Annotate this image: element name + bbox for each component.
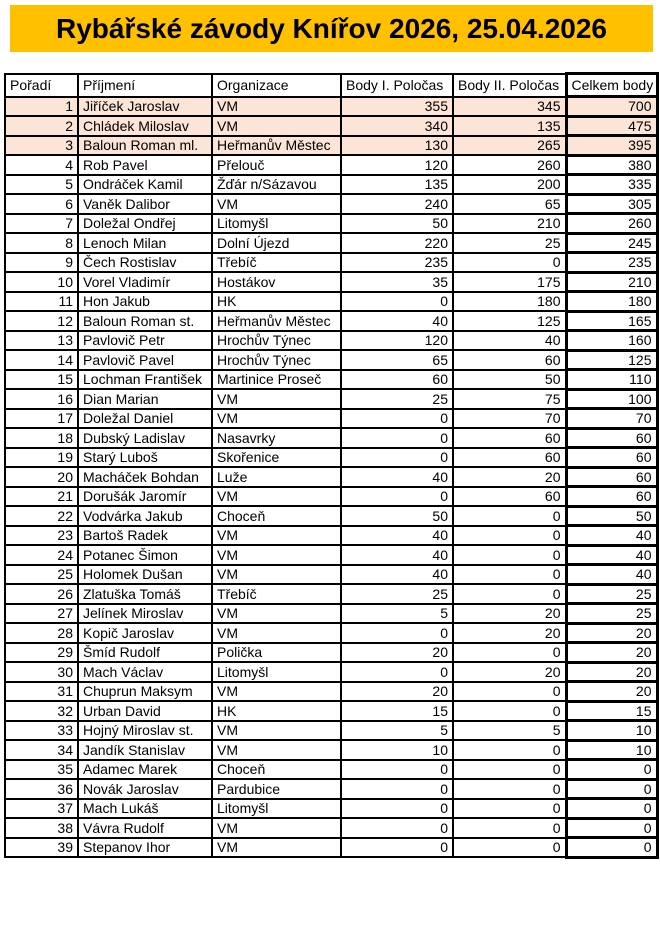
cell-name: Mach Lukáš xyxy=(78,799,212,819)
column-header-organizace: Organizace xyxy=(212,74,341,97)
cell-org: VM xyxy=(212,682,341,702)
cell-body2-polocas: 210 xyxy=(453,214,566,234)
cell-body1-polocas: 0 xyxy=(341,448,453,468)
cell-body1-polocas: 40 xyxy=(341,311,453,331)
cell-body1-polocas: 240 xyxy=(341,194,453,214)
cell-body1-polocas: 120 xyxy=(341,155,453,175)
cell-celkem-body: 20 xyxy=(566,643,657,663)
cell-body1-polocas: 40 xyxy=(341,467,453,487)
cell-body2-polocas: 60 xyxy=(453,350,566,370)
results-table xyxy=(4,72,659,859)
cell-name: Jiříček Jaroslav xyxy=(78,97,212,117)
table-row xyxy=(5,116,657,136)
cell-body2-polocas: 0 xyxy=(453,799,566,819)
cell-name: Jandík Stanislav xyxy=(78,740,212,760)
cell-rank: 24 xyxy=(5,545,78,565)
cell-name: Adamec Marek xyxy=(78,760,212,780)
cell-name: Vávra Rudolf xyxy=(78,818,212,838)
cell-body2-polocas: 0 xyxy=(453,643,566,663)
cell-celkem-body: 0 xyxy=(566,838,657,858)
table-row xyxy=(5,272,657,292)
cell-celkem-body: 475 xyxy=(566,116,657,136)
cell-body2-polocas: 20 xyxy=(453,467,566,487)
cell-celkem-body: 60 xyxy=(566,467,657,487)
table-row xyxy=(5,467,657,487)
cell-rank: 29 xyxy=(5,643,78,663)
cell-body1-polocas: 0 xyxy=(341,662,453,682)
column-header-body-2-polocas: Body II. Poločas xyxy=(453,74,566,97)
cell-org: Martinice Proseč xyxy=(212,370,341,390)
cell-body1-polocas: 40 xyxy=(341,526,453,546)
cell-body2-polocas: 345 xyxy=(453,97,566,117)
cell-celkem-body: 0 xyxy=(566,760,657,780)
table-row xyxy=(5,701,657,721)
cell-celkem-body: 25 xyxy=(566,604,657,624)
cell-name: Holomek Dušan xyxy=(78,565,212,585)
cell-body2-polocas: 0 xyxy=(453,526,566,546)
cell-name: Chuprun Maksym xyxy=(78,682,212,702)
table-row xyxy=(5,389,657,409)
cell-body1-polocas: 5 xyxy=(341,721,453,741)
cell-rank: 14 xyxy=(5,350,78,370)
cell-name: Dian Marian xyxy=(78,389,212,409)
cell-name: Urban David xyxy=(78,701,212,721)
cell-celkem-body: 335 xyxy=(566,175,657,195)
cell-rank: 6 xyxy=(5,194,78,214)
table-row xyxy=(5,97,657,117)
cell-name: Zlatuška Tomáš xyxy=(78,584,212,604)
cell-body2-polocas: 5 xyxy=(453,721,566,741)
cell-body1-polocas: 10 xyxy=(341,740,453,760)
cell-name: Bartoš Radek xyxy=(78,526,212,546)
cell-name: Starý Luboš xyxy=(78,448,212,468)
cell-org: VM xyxy=(212,97,341,117)
cell-name: Šmíd Rudolf xyxy=(78,643,212,663)
cell-celkem-body: 245 xyxy=(566,233,657,253)
cell-celkem-body: 60 xyxy=(566,428,657,448)
cell-org: Přelouč xyxy=(212,155,341,175)
page-title: Rybářské závody Knířov 2026, 25.04.2026 xyxy=(55,12,607,44)
cell-body2-polocas: 60 xyxy=(453,428,566,448)
cell-rank: 22 xyxy=(5,506,78,526)
cell-name: Chládek Miloslav xyxy=(78,116,212,136)
cell-name: Doležal Daniel xyxy=(78,409,212,429)
cell-org: Heřmanův Městec xyxy=(212,311,341,331)
cell-body1-polocas: 0 xyxy=(341,487,453,507)
cell-org: Hostákov xyxy=(212,272,341,292)
cell-rank: 17 xyxy=(5,409,78,429)
cell-org: VM xyxy=(212,487,341,507)
table-row xyxy=(5,838,657,858)
cell-org: VM xyxy=(212,818,341,838)
column-header-poradi: Pořadí xyxy=(5,74,78,97)
table-row xyxy=(5,253,657,273)
cell-body2-polocas: 75 xyxy=(453,389,566,409)
cell-org: VM xyxy=(212,623,341,643)
table-row xyxy=(5,584,657,604)
cell-body2-polocas: 60 xyxy=(453,487,566,507)
table-row xyxy=(5,623,657,643)
cell-body2-polocas: 260 xyxy=(453,155,566,175)
cell-celkem-body: 60 xyxy=(566,448,657,468)
cell-body2-polocas: 25 xyxy=(453,233,566,253)
cell-org: Heřmanův Městec xyxy=(212,136,341,156)
cell-celkem-body: 260 xyxy=(566,214,657,234)
cell-body1-polocas: 5 xyxy=(341,604,453,624)
cell-body2-polocas: 0 xyxy=(453,565,566,585)
results-table-header xyxy=(5,74,657,97)
cell-celkem-body: 40 xyxy=(566,565,657,585)
table-row xyxy=(5,233,657,253)
cell-rank: 25 xyxy=(5,565,78,585)
cell-org: Třebíč xyxy=(212,253,341,273)
cell-body1-polocas: 20 xyxy=(341,643,453,663)
table-row xyxy=(5,740,657,760)
cell-body1-polocas: 0 xyxy=(341,799,453,819)
cell-body2-polocas: 125 xyxy=(453,311,566,331)
cell-celkem-body: 125 xyxy=(566,350,657,370)
cell-body2-polocas: 20 xyxy=(453,662,566,682)
cell-body1-polocas: 220 xyxy=(341,233,453,253)
cell-celkem-body: 110 xyxy=(566,370,657,390)
cell-name: Rob Pavel xyxy=(78,155,212,175)
table-row xyxy=(5,506,657,526)
cell-org: Třebíč xyxy=(212,584,341,604)
cell-org: VM xyxy=(212,604,341,624)
cell-celkem-body: 305 xyxy=(566,194,657,214)
cell-rank: 28 xyxy=(5,623,78,643)
header-row xyxy=(5,74,657,97)
cell-rank: 30 xyxy=(5,662,78,682)
cell-name: Novák Jaroslav xyxy=(78,779,212,799)
cell-rank: 10 xyxy=(5,272,78,292)
cell-name: Dubský Ladislav xyxy=(78,428,212,448)
table-row xyxy=(5,545,657,565)
cell-rank: 26 xyxy=(5,584,78,604)
cell-body2-polocas: 65 xyxy=(453,194,566,214)
cell-rank: 15 xyxy=(5,370,78,390)
cell-org: Nasavrky xyxy=(212,428,341,448)
cell-rank: 31 xyxy=(5,682,78,702)
cell-rank: 21 xyxy=(5,487,78,507)
table-row xyxy=(5,409,657,429)
cell-body2-polocas: 0 xyxy=(453,740,566,760)
cell-rank: 5 xyxy=(5,175,78,195)
cell-rank: 8 xyxy=(5,233,78,253)
cell-rank: 19 xyxy=(5,448,78,468)
cell-celkem-body: 15 xyxy=(566,701,657,721)
cell-body1-polocas: 40 xyxy=(341,565,453,585)
cell-body1-polocas: 0 xyxy=(341,409,453,429)
cell-celkem-body: 50 xyxy=(566,506,657,526)
cell-body2-polocas: 175 xyxy=(453,272,566,292)
table-row xyxy=(5,214,657,234)
cell-body1-polocas: 0 xyxy=(341,428,453,448)
cell-body1-polocas: 15 xyxy=(341,701,453,721)
cell-rank: 33 xyxy=(5,721,78,741)
cell-rank: 12 xyxy=(5,311,78,331)
cell-celkem-body: 700 xyxy=(566,97,657,117)
column-header-prijmeni: Příjmení xyxy=(78,74,212,97)
cell-org: Hrochův Týnec xyxy=(212,350,341,370)
cell-name: Čech Rostislav xyxy=(78,253,212,273)
table-row xyxy=(5,487,657,507)
cell-body2-polocas: 180 xyxy=(453,292,566,312)
cell-org: VM xyxy=(212,740,341,760)
cell-rank: 32 xyxy=(5,701,78,721)
cell-body1-polocas: 0 xyxy=(341,623,453,643)
cell-celkem-body: 165 xyxy=(566,311,657,331)
cell-org: VM xyxy=(212,526,341,546)
table-row xyxy=(5,350,657,370)
cell-body1-polocas: 340 xyxy=(341,116,453,136)
table-row xyxy=(5,643,657,663)
cell-body1-polocas: 0 xyxy=(341,818,453,838)
cell-name: Doležal Ondřej xyxy=(78,214,212,234)
cell-name: Ondráček Kamil xyxy=(78,175,212,195)
cell-rank: 38 xyxy=(5,818,78,838)
cell-body2-polocas: 0 xyxy=(453,701,566,721)
cell-body1-polocas: 0 xyxy=(341,838,453,858)
cell-body1-polocas: 235 xyxy=(341,253,453,273)
cell-celkem-body: 380 xyxy=(566,155,657,175)
cell-name: Jelínek Miroslav xyxy=(78,604,212,624)
cell-org: Skořenice xyxy=(212,448,341,468)
cell-rank: 34 xyxy=(5,740,78,760)
cell-org: Žďár n/Sázavou xyxy=(212,175,341,195)
cell-name: Dorušák Jaromír xyxy=(78,487,212,507)
cell-body2-polocas: 0 xyxy=(453,506,566,526)
cell-org: Pardubice xyxy=(212,779,341,799)
cell-rank: 39 xyxy=(5,838,78,858)
table-row xyxy=(5,799,657,819)
cell-rank: 35 xyxy=(5,760,78,780)
table-row xyxy=(5,194,657,214)
cell-name: Stepanov Ihor xyxy=(78,838,212,858)
cell-body1-polocas: 40 xyxy=(341,545,453,565)
column-header-body-1-polocas: Body I. Poločas xyxy=(341,74,453,97)
cell-body1-polocas: 60 xyxy=(341,370,453,390)
cell-org: Choceň xyxy=(212,760,341,780)
cell-rank: 4 xyxy=(5,155,78,175)
cell-body2-polocas: 0 xyxy=(453,545,566,565)
cell-org: VM xyxy=(212,409,341,429)
cell-body2-polocas: 0 xyxy=(453,779,566,799)
cell-celkem-body: 40 xyxy=(566,545,657,565)
cell-org: Choceň xyxy=(212,506,341,526)
cell-org: Litomyšl xyxy=(212,662,341,682)
cell-body2-polocas: 70 xyxy=(453,409,566,429)
cell-body2-polocas: 0 xyxy=(453,253,566,273)
cell-body2-polocas: 20 xyxy=(453,623,566,643)
cell-celkem-body: 20 xyxy=(566,662,657,682)
cell-body2-polocas: 0 xyxy=(453,818,566,838)
cell-rank: 36 xyxy=(5,779,78,799)
cell-rank: 7 xyxy=(5,214,78,234)
cell-rank: 37 xyxy=(5,799,78,819)
table-row xyxy=(5,682,657,702)
cell-celkem-body: 395 xyxy=(566,136,657,156)
cell-name: Potanec Šimon xyxy=(78,545,212,565)
cell-name: Vodvárka Jakub xyxy=(78,506,212,526)
cell-rank: 3 xyxy=(5,136,78,156)
cell-celkem-body: 0 xyxy=(566,779,657,799)
cell-rank: 27 xyxy=(5,604,78,624)
table-row xyxy=(5,448,657,468)
cell-org: Hrochův Týnec xyxy=(212,331,341,351)
cell-body1-polocas: 130 xyxy=(341,136,453,156)
cell-celkem-body: 100 xyxy=(566,389,657,409)
table-row xyxy=(5,292,657,312)
cell-body2-polocas: 265 xyxy=(453,136,566,156)
cell-body2-polocas: 50 xyxy=(453,370,566,390)
table-row xyxy=(5,662,657,682)
table-row xyxy=(5,136,657,156)
table-row xyxy=(5,565,657,585)
cell-body1-polocas: 25 xyxy=(341,584,453,604)
table-row xyxy=(5,311,657,331)
cell-org: Litomyšl xyxy=(212,799,341,819)
cell-org: Dolní Újezd xyxy=(212,233,341,253)
cell-rank: 2 xyxy=(5,116,78,136)
cell-celkem-body: 210 xyxy=(566,272,657,292)
cell-body1-polocas: 120 xyxy=(341,331,453,351)
cell-body1-polocas: 25 xyxy=(341,389,453,409)
cell-org: Litomyšl xyxy=(212,214,341,234)
cell-org: VM xyxy=(212,565,341,585)
results-tbody xyxy=(5,97,657,858)
cell-rank: 11 xyxy=(5,292,78,312)
cell-body2-polocas: 60 xyxy=(453,448,566,468)
cell-body2-polocas: 0 xyxy=(453,584,566,604)
cell-celkem-body: 0 xyxy=(566,818,657,838)
table-row xyxy=(5,760,657,780)
cell-name: Hon Jakub xyxy=(78,292,212,312)
table-row xyxy=(5,331,657,351)
cell-name: Vaněk Dalibor xyxy=(78,194,212,214)
cell-org: VM xyxy=(212,838,341,858)
cell-celkem-body: 180 xyxy=(566,292,657,312)
cell-name: Baloun Roman ml. xyxy=(78,136,212,156)
cell-body1-polocas: 0 xyxy=(341,779,453,799)
cell-celkem-body: 10 xyxy=(566,740,657,760)
cell-celkem-body: 25 xyxy=(566,584,657,604)
table-row xyxy=(5,428,657,448)
cell-org: Polička xyxy=(212,643,341,663)
cell-org: Luže xyxy=(212,467,341,487)
cell-body1-polocas: 0 xyxy=(341,760,453,780)
cell-body2-polocas: 0 xyxy=(453,682,566,702)
cell-body1-polocas: 0 xyxy=(341,292,453,312)
cell-body1-polocas: 35 xyxy=(341,272,453,292)
cell-name: Mach Václav xyxy=(78,662,212,682)
column-header-celkem-body: Celkem body xyxy=(566,74,657,97)
table-row xyxy=(5,604,657,624)
cell-rank: 1 xyxy=(5,97,78,117)
cell-celkem-body: 20 xyxy=(566,623,657,643)
cell-name: Kopič Jaroslav xyxy=(78,623,212,643)
cell-celkem-body: 70 xyxy=(566,409,657,429)
cell-body1-polocas: 65 xyxy=(341,350,453,370)
cell-rank: 20 xyxy=(5,467,78,487)
cell-celkem-body: 0 xyxy=(566,799,657,819)
table-row xyxy=(5,155,657,175)
cell-name: Hojný Miroslav st. xyxy=(78,721,212,741)
table-row xyxy=(5,370,657,390)
cell-body1-polocas: 135 xyxy=(341,175,453,195)
table-row xyxy=(5,779,657,799)
cell-name: Macháček Bohdan xyxy=(78,467,212,487)
cell-celkem-body: 40 xyxy=(566,526,657,546)
cell-org: VM xyxy=(212,721,341,741)
cell-body2-polocas: 40 xyxy=(453,331,566,351)
cell-org: VM xyxy=(212,194,341,214)
cell-org: VM xyxy=(212,116,341,136)
cell-celkem-body: 160 xyxy=(566,331,657,351)
cell-body1-polocas: 20 xyxy=(341,682,453,702)
cell-celkem-body: 60 xyxy=(566,487,657,507)
cell-rank: 13 xyxy=(5,331,78,351)
cell-name: Vorel Vladimír xyxy=(78,272,212,292)
table-row xyxy=(5,818,657,838)
cell-rank: 9 xyxy=(5,253,78,273)
table-row xyxy=(5,175,657,195)
cell-name: Pavlovič Petr xyxy=(78,331,212,351)
cell-body2-polocas: 0 xyxy=(453,838,566,858)
cell-body2-polocas: 0 xyxy=(453,760,566,780)
cell-name: Lochman František xyxy=(78,370,212,390)
cell-celkem-body: 235 xyxy=(566,253,657,273)
cell-celkem-body: 20 xyxy=(566,682,657,702)
cell-celkem-body: 10 xyxy=(566,721,657,741)
title-banner xyxy=(10,5,653,52)
table-row xyxy=(5,526,657,546)
table-row xyxy=(5,721,657,741)
cell-rank: 23 xyxy=(5,526,78,546)
cell-name: Lenoch Milan xyxy=(78,233,212,253)
cell-rank: 18 xyxy=(5,428,78,448)
cell-org: VM xyxy=(212,389,341,409)
cell-org: HK xyxy=(212,292,341,312)
cell-name: Baloun Roman st. xyxy=(78,311,212,331)
cell-body1-polocas: 50 xyxy=(341,506,453,526)
cell-body1-polocas: 50 xyxy=(341,214,453,234)
cell-body2-polocas: 20 xyxy=(453,604,566,624)
cell-rank: 16 xyxy=(5,389,78,409)
cell-org: VM xyxy=(212,545,341,565)
cell-name: Pavlovič Pavel xyxy=(78,350,212,370)
cell-body2-polocas: 200 xyxy=(453,175,566,195)
cell-body2-polocas: 135 xyxy=(453,116,566,136)
cell-body1-polocas: 355 xyxy=(341,97,453,117)
cell-org: HK xyxy=(212,701,341,721)
